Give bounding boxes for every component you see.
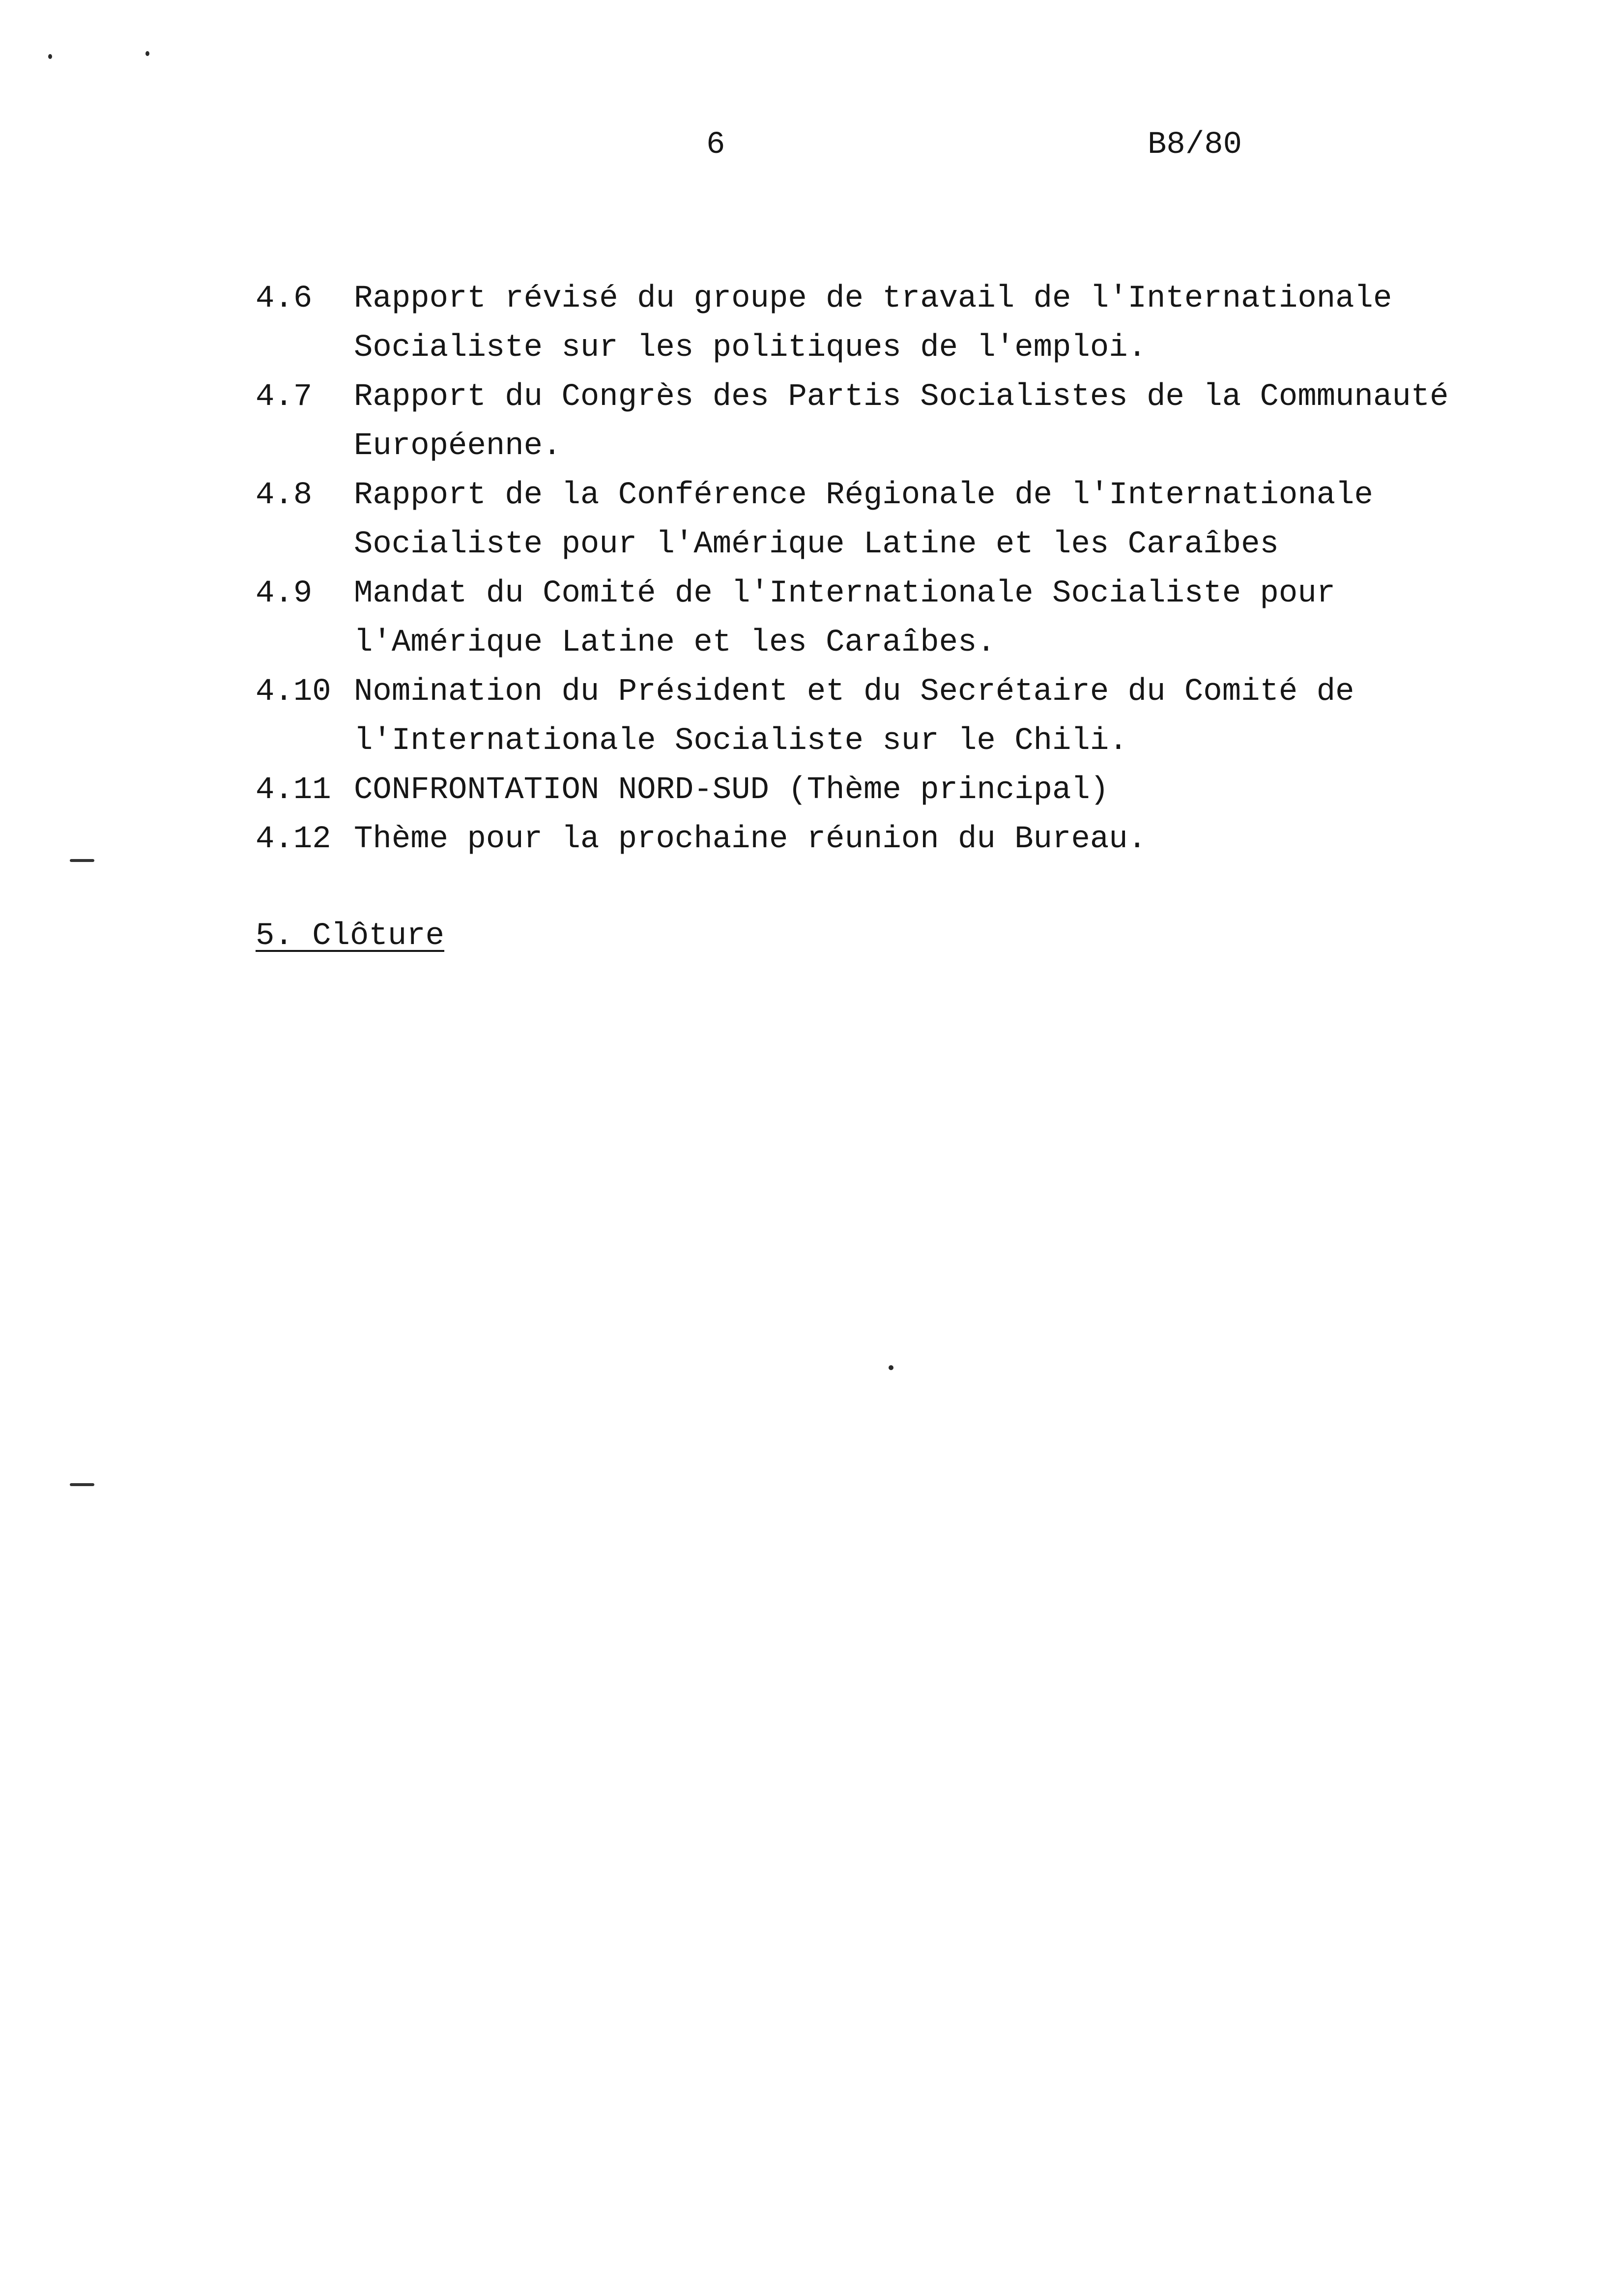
- agenda-item-number: 4.7: [256, 379, 313, 415]
- agenda-item-text: [354, 274, 1392, 373]
- agenda-item: [256, 274, 1583, 373]
- agenda-item-number: 4.6: [256, 281, 313, 316]
- agenda-item-line: CONFRONTATION NORD-SUD (Thème principal): [354, 773, 1109, 808]
- agenda-item-line: Rapport du Congrès des Partis Socialistes de la Communauté: [354, 379, 1449, 415]
- agenda-item: [256, 373, 1583, 471]
- agenda-list: [256, 274, 1583, 864]
- scan-speck: [48, 54, 52, 59]
- agenda-item: [256, 471, 1583, 569]
- agenda-item: [256, 766, 1583, 815]
- agenda-item: [256, 815, 1583, 864]
- agenda-item-text: [354, 667, 1354, 766]
- agenda-item-line: Mandat du Comité de l'Internationale Socialiste pour: [354, 576, 1336, 611]
- agenda-item-number: 4.8: [256, 478, 313, 513]
- agenda-item-text: [354, 373, 1449, 471]
- agenda-item-line: Rapport révisé du groupe de travail de l'Internationale: [354, 281, 1392, 316]
- agenda-item-text: [354, 766, 1109, 815]
- margin-mark: [70, 859, 94, 862]
- agenda-item-line: Thème pour la prochaine réunion du Bureau.: [354, 822, 1147, 857]
- document-reference: B8/80: [1148, 127, 1242, 163]
- margin-mark: [70, 1483, 94, 1486]
- agenda-item-number: 4.9: [256, 576, 313, 611]
- agenda-item-line: l'Amérique Latine et les Caraîbes.: [354, 625, 996, 660]
- scan-speck: [145, 51, 149, 56]
- agenda-item-text: [354, 569, 1335, 667]
- agenda-item-line: Nomination du Président et du Secrétaire du Comité de: [354, 674, 1354, 710]
- agenda-item-line: Européenne.: [354, 429, 562, 464]
- agenda-item-number: 4.10: [256, 674, 331, 710]
- scan-speck: [889, 1365, 893, 1370]
- agenda-item-line: Socialiste sur les politiques de l'emploi.: [354, 330, 1147, 366]
- page-number: 6: [706, 127, 725, 163]
- agenda-item-line: Socialiste pour l'Amérique Latine et les Caraîbes: [354, 527, 1279, 562]
- agenda-item: [256, 569, 1583, 667]
- agenda-item-number: 4.11: [256, 773, 331, 808]
- closing-heading: 5. Clôture: [256, 918, 445, 954]
- agenda-item-text: [354, 815, 1147, 864]
- agenda-item-text: [354, 471, 1373, 569]
- agenda-item-line: Rapport de la Conférence Régionale de l'Internationale: [354, 478, 1373, 513]
- agenda-item-line: l'Internationale Socialiste sur le Chili.: [354, 723, 1128, 759]
- agenda-item: [256, 667, 1583, 766]
- agenda-item-number: 4.12: [256, 822, 331, 857]
